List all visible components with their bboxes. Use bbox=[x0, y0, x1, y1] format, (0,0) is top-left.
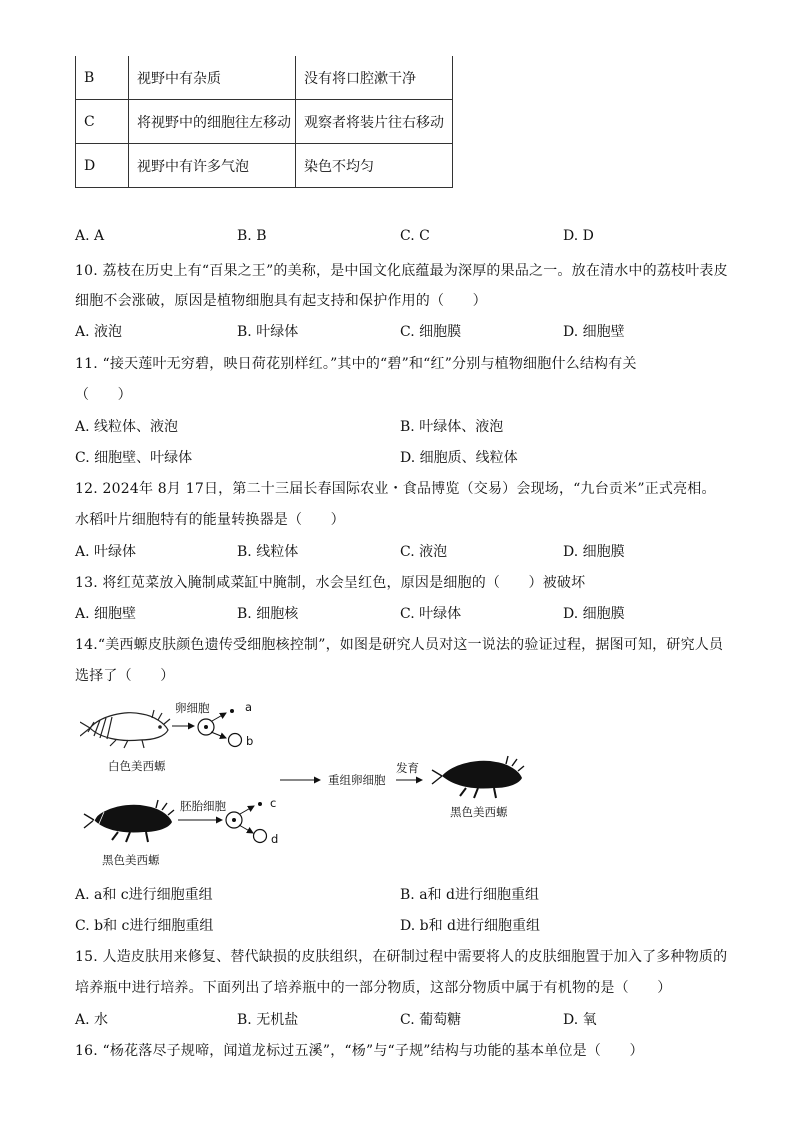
result-black-axolotl-icon bbox=[432, 756, 524, 798]
label-c: c bbox=[270, 796, 277, 810]
q14-option-c[interactable]: C. b和 c进行细胞重组 bbox=[75, 918, 214, 934]
table-cell: 将视野中的细胞往左移动 bbox=[129, 100, 296, 144]
table-cell: 观察者将装片往右移动 bbox=[296, 100, 453, 144]
develop-label: 发育 bbox=[396, 761, 419, 775]
recombined-egg-label: 重组卵细胞 bbox=[328, 773, 386, 787]
q13-text-line1: 13. 将红苋菜放入腌制咸菜缸中腌制，水会呈红色，原因是细胞的（ ）被破坏 bbox=[75, 575, 586, 591]
black-axolotl-icon bbox=[84, 800, 174, 842]
black-axolotl-label: 黑色美西螈 bbox=[102, 853, 160, 867]
q12-option-d[interactable]: D. 细胞膜 bbox=[563, 544, 625, 560]
q9-option-b[interactable]: B. B bbox=[237, 228, 267, 244]
q13-option-a[interactable]: A. 细胞壁 bbox=[75, 606, 137, 622]
embryo-cell-label: 胚胎细胞 bbox=[180, 799, 226, 813]
q9-option-a[interactable]: A. A bbox=[75, 228, 105, 244]
q15-option-d[interactable]: D. 氧 bbox=[563, 1012, 597, 1028]
result-axolotl-label: 黑色美西螈 bbox=[450, 805, 508, 819]
q14-option-a[interactable]: A. a和 c进行细胞重组 bbox=[75, 887, 213, 903]
q14-option-d[interactable]: D. b和 d进行细胞重组 bbox=[400, 918, 540, 934]
table-row bbox=[76, 144, 453, 188]
q15-text-line1: 15. 人造皮肤用来修复、替代缺损的皮肤组织，在研制过程中需要将人的皮肤细胞置于加入了多种物质的 bbox=[75, 949, 728, 965]
table-cell: B bbox=[76, 56, 129, 100]
nucleus-a-icon bbox=[230, 709, 234, 713]
q11-option-b[interactable]: B. 叶绿体、液泡 bbox=[400, 419, 504, 435]
q11-option-d[interactable]: D. 细胞质、线粒体 bbox=[400, 450, 518, 466]
q12-text-line2: 水稻叶片细胞特有的能量转换器是（ ） bbox=[75, 512, 345, 528]
nucleus-c-icon bbox=[258, 802, 262, 806]
q12-text-line1: 12. 2024年 8月 17日，第二十三届长春国际农业・食品博览（交易）会现场，“九台贡米”正式亮相。 bbox=[75, 481, 716, 497]
q13-option-c[interactable]: C. 叶绿体 bbox=[400, 606, 462, 622]
table-cell: 没有将口腔漱干净 bbox=[296, 56, 453, 100]
label-d: d bbox=[271, 832, 279, 846]
q15-option-a[interactable]: A. 水 bbox=[75, 1012, 109, 1028]
q13-option-b[interactable]: B. 细胞核 bbox=[237, 606, 299, 622]
q11-text-line1: 11. “接天莲叶无穷碧，映日荷花别样红。”其中的“碧”和“红”分别与植物细胞什么结构有关 bbox=[75, 356, 637, 372]
q12-option-b[interactable]: B. 线粒体 bbox=[237, 544, 299, 560]
q11-option-a[interactable]: A. 线粒体、液泡 bbox=[75, 419, 179, 435]
table-cell: C bbox=[76, 100, 129, 144]
nuclear-transfer-figure bbox=[80, 696, 530, 868]
q10-option-a[interactable]: A. 液泡 bbox=[75, 324, 123, 340]
cell-b-icon bbox=[229, 734, 242, 747]
q10-text-line1: 10. 荔枝在历史上有“百果之王”的美称，是中国文化底蕴最为深厚的果品之一。放在清水中的荔枝叶表皮 bbox=[75, 263, 728, 279]
white-axolotl-icon bbox=[80, 710, 170, 748]
answer-table bbox=[75, 56, 453, 188]
table-row bbox=[76, 56, 453, 100]
table-cell: 染色不均匀 bbox=[296, 144, 453, 188]
q9-option-c[interactable]: C. C bbox=[400, 228, 430, 244]
q11-text-line2: （ ） bbox=[75, 387, 132, 403]
table-cell: 视野中有杂质 bbox=[129, 56, 296, 100]
q11-option-c[interactable]: C. 细胞壁、叶绿体 bbox=[75, 450, 193, 466]
label-b: b bbox=[246, 734, 254, 748]
q10-option-d[interactable]: D. 细胞壁 bbox=[563, 324, 625, 340]
q10-option-b[interactable]: B. 叶绿体 bbox=[237, 324, 299, 340]
q15-text-line2: 培养瓶中进行培养。下面列出了培养瓶中的一部分物质，这部分物质中属于有机物的是（ ） bbox=[75, 980, 672, 996]
q13-option-d[interactable]: D. 细胞膜 bbox=[563, 606, 625, 622]
table-cell: D bbox=[76, 144, 129, 188]
q12-option-c[interactable]: C. 液泡 bbox=[400, 544, 448, 560]
table-cell: 视野中有许多气泡 bbox=[129, 144, 296, 188]
q15-option-b[interactable]: B. 无机盐 bbox=[237, 1012, 299, 1028]
q10-text-line2: 细胞不会涨破，原因是植物细胞具有起支持和保护作用的（ ） bbox=[75, 293, 487, 309]
q12-option-a[interactable]: A. 叶绿体 bbox=[75, 544, 137, 560]
q16-text-line1: 16. “杨花落尽子规啼，闻道龙标过五溪”，“杨”与“子规”结构与功能的基本单位是（ ） bbox=[75, 1043, 644, 1059]
q10-option-c[interactable]: C. 细胞膜 bbox=[400, 324, 462, 340]
q14-text-line1: 14.“美西螈皮肤颜色遗传受细胞核控制”，如图是研究人员对这一说法的验证过程，据图可知，研究人员 bbox=[75, 637, 724, 653]
table-row bbox=[76, 100, 453, 144]
egg-cell-label: 卵细胞 bbox=[175, 701, 210, 715]
cell-d-icon bbox=[254, 830, 267, 843]
q15-option-c[interactable]: C. 葡萄糖 bbox=[400, 1012, 462, 1028]
q14-option-b[interactable]: B. a和 d进行细胞重组 bbox=[400, 887, 539, 903]
q9-option-d[interactable]: D. D bbox=[563, 228, 594, 244]
label-a: a bbox=[245, 700, 253, 714]
white-axolotl-label: 白色美西螈 bbox=[108, 759, 166, 773]
q14-text-line2: 选择了（ ） bbox=[75, 668, 175, 684]
